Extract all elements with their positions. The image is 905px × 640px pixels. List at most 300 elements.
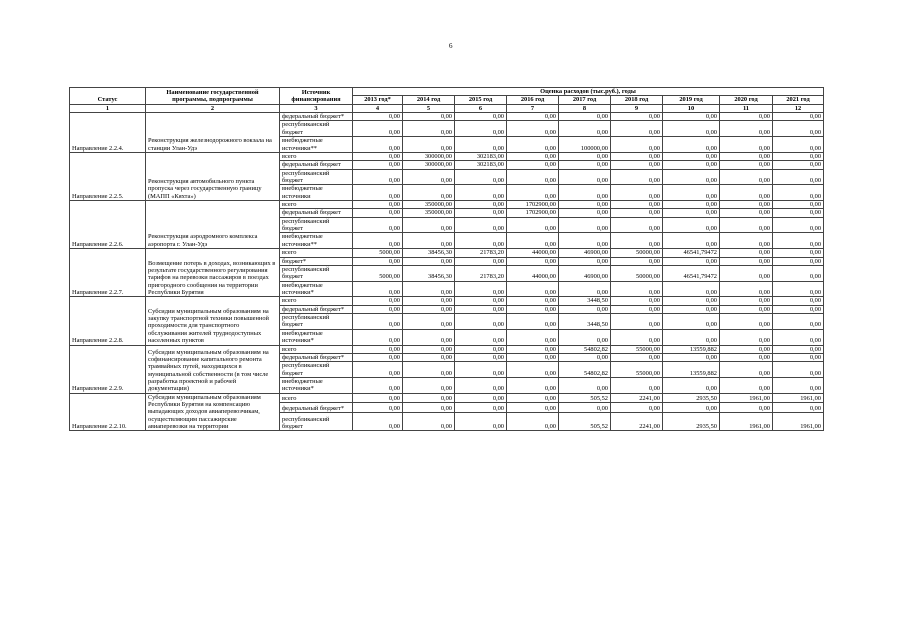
amount-cell: 0,00 (773, 152, 824, 160)
header-year: 2015 год (455, 96, 507, 104)
amount-cell: 0,00 (611, 314, 663, 330)
amount-cell: 0,00 (720, 161, 773, 169)
amount-cell: 50000,00 (611, 249, 663, 257)
amount-cell: 0,00 (353, 233, 403, 249)
amount-cell: 0,00 (455, 362, 507, 378)
row-status: Направление 2.2.4. (70, 113, 146, 153)
amount-cell: 0,00 (403, 297, 455, 305)
amount-cell: 0,00 (507, 217, 559, 233)
amount-cell: 0,00 (353, 413, 403, 431)
funding-source: внебюджетные источники* (280, 329, 353, 345)
amount-cell: 0,00 (403, 169, 455, 185)
header-year: 2014 год (403, 96, 455, 104)
amount-cell: 0,00 (663, 403, 720, 413)
amount-cell: 0,00 (611, 353, 663, 361)
amount-cell: 0,00 (611, 377, 663, 393)
amount-cell: 1961,00 (773, 413, 824, 431)
table-row (70, 345, 824, 353)
amount-cell: 0,00 (507, 169, 559, 185)
funding-source: всего (280, 345, 353, 353)
row-program-name: Субсидии муниципальным образованиям Республики Бурятия на компенсацию выпадающих доходов авиаперевозчикам, осуществляющим пассажирские авиаперевозки на территории (146, 393, 280, 431)
amount-cell: 350000,00 (403, 201, 455, 209)
funding-source: внебюджетные источники** (280, 137, 353, 153)
amount-cell: 0,00 (353, 113, 403, 121)
amount-cell: 0,00 (720, 113, 773, 121)
amount-cell: 0,00 (403, 362, 455, 378)
amount-cell: 0,00 (455, 329, 507, 345)
amount-cell: 0,00 (353, 137, 403, 153)
budget-table (69, 87, 824, 431)
amount-cell: 0,00 (720, 121, 773, 137)
amount-cell: 38456,30 (403, 265, 455, 281)
amount-cell: 0,00 (663, 329, 720, 345)
amount-cell: 0,00 (559, 329, 611, 345)
amount-cell: 0,00 (611, 281, 663, 297)
row-program-name: Реконструкция автомобильного пункта пропуска через государственную границу (МАПП «Кяхта») (146, 152, 280, 200)
amount-cell: 0,00 (773, 362, 824, 378)
amount-cell: 0,00 (720, 152, 773, 160)
amount-cell: 0,00 (773, 161, 824, 169)
amount-cell: 0,00 (353, 353, 403, 361)
amount-cell: 300000,00 (403, 161, 455, 169)
amount-cell: 0,00 (773, 233, 824, 249)
funding-source: республиканский бюджет (280, 362, 353, 378)
funding-source: внебюджетные источники (280, 185, 353, 201)
funding-source: внебюджетные источники* (280, 377, 353, 393)
amount-cell: 0,00 (720, 249, 773, 257)
funding-source: всего (280, 393, 353, 403)
amount-cell: 0,00 (720, 169, 773, 185)
amount-cell: 0,00 (559, 169, 611, 185)
amount-cell: 0,00 (353, 121, 403, 137)
amount-cell: 0,00 (611, 297, 663, 305)
amount-cell: 0,00 (507, 121, 559, 137)
amount-cell: 0,00 (720, 329, 773, 345)
amount-cell: 0,00 (773, 217, 824, 233)
amount-cell: 0,00 (507, 377, 559, 393)
amount-cell: 0,00 (353, 329, 403, 345)
amount-cell: 0,00 (611, 121, 663, 137)
amount-cell: 0,00 (455, 137, 507, 153)
amount-cell: 0,00 (455, 169, 507, 185)
amount-cell: 0,00 (507, 362, 559, 378)
amount-cell: 0,00 (773, 297, 824, 305)
amount-cell: 3448,50 (559, 314, 611, 330)
funding-source: федеральный бюджет* (280, 403, 353, 413)
amount-cell: 0,00 (507, 113, 559, 121)
amount-cell: 0,00 (720, 353, 773, 361)
amount-cell: 0,00 (611, 403, 663, 413)
amount-cell: 1702900,00 (507, 201, 559, 209)
amount-cell: 0,00 (663, 161, 720, 169)
amount-cell: 0,00 (663, 201, 720, 209)
amount-cell: 0,00 (611, 113, 663, 121)
table-row (70, 393, 824, 403)
amount-cell: 0,00 (403, 233, 455, 249)
amount-cell: 5000,00 (353, 265, 403, 281)
amount-cell: 0,00 (507, 403, 559, 413)
amount-cell: 1961,00 (720, 413, 773, 431)
amount-cell: 0,00 (507, 281, 559, 297)
amount-cell: 0,00 (403, 393, 455, 403)
amount-cell: 0,00 (720, 257, 773, 265)
amount-cell: 0,00 (611, 185, 663, 201)
amount-cell: 0,00 (773, 185, 824, 201)
amount-cell: 0,00 (353, 403, 403, 413)
amount-cell: 0,00 (773, 257, 824, 265)
amount-cell: 0,00 (455, 297, 507, 305)
amount-cell: 0,00 (559, 403, 611, 413)
header-year: 2020 год (720, 96, 773, 104)
amount-cell: 0,00 (720, 209, 773, 217)
funding-source: внебюджетные источники** (280, 233, 353, 249)
amount-cell: 1702900,00 (507, 209, 559, 217)
amount-cell: 0,00 (663, 169, 720, 185)
amount-cell: 0,00 (663, 137, 720, 153)
amount-cell: 0,00 (353, 152, 403, 160)
amount-cell: 0,00 (507, 305, 559, 313)
header-name: Наименование государственной программы, подпрограммы (146, 88, 280, 105)
amount-cell: 0,00 (353, 161, 403, 169)
amount-cell: 0,00 (611, 201, 663, 209)
column-number: 1 (70, 104, 146, 112)
amount-cell: 13559,882 (663, 362, 720, 378)
amount-cell: 0,00 (403, 217, 455, 233)
amount-cell: 0,00 (507, 152, 559, 160)
amount-cell: 0,00 (353, 377, 403, 393)
amount-cell: 0,00 (455, 393, 507, 403)
amount-cell: 0,00 (663, 121, 720, 137)
funding-source: федеральный бюджет (280, 209, 353, 217)
amount-cell: 0,00 (663, 377, 720, 393)
table-row (70, 249, 824, 257)
amount-cell: 0,00 (773, 249, 824, 257)
amount-cell: 0,00 (403, 305, 455, 313)
amount-cell: 0,00 (663, 314, 720, 330)
funding-source: республиканский бюджет (280, 413, 353, 431)
amount-cell: 0,00 (720, 217, 773, 233)
amount-cell: 0,00 (773, 314, 824, 330)
amount-cell: 0,00 (455, 113, 507, 121)
amount-cell: 0,00 (559, 377, 611, 393)
amount-cell: 0,00 (507, 413, 559, 431)
table-row (70, 113, 824, 121)
amount-cell: 0,00 (559, 121, 611, 137)
amount-cell: 0,00 (353, 362, 403, 378)
amount-cell: 0,00 (773, 345, 824, 353)
amount-cell: 0,00 (559, 185, 611, 201)
amount-cell: 0,00 (403, 257, 455, 265)
header-estimate: Оценка расходов (тыс.руб.), годы (353, 88, 824, 96)
header-year: 2013 год* (353, 96, 403, 104)
amount-cell: 0,00 (773, 209, 824, 217)
funding-source: федеральный бюджет (280, 161, 353, 169)
header-year: 2018 год (611, 96, 663, 104)
amount-cell: 50000,00 (611, 265, 663, 281)
column-number-row (70, 104, 824, 112)
amount-cell: 0,00 (507, 314, 559, 330)
column-number: 9 (611, 104, 663, 112)
amount-cell: 0,00 (663, 152, 720, 160)
amount-cell: 0,00 (720, 403, 773, 413)
amount-cell: 0,00 (507, 137, 559, 153)
amount-cell: 505,52 (559, 413, 611, 431)
amount-cell: 0,00 (611, 161, 663, 169)
amount-cell: 0,00 (455, 377, 507, 393)
amount-cell: 0,00 (720, 362, 773, 378)
amount-cell: 0,00 (559, 113, 611, 121)
header-year: 2017 год (559, 96, 611, 104)
amount-cell: 46900,00 (559, 265, 611, 281)
table-body (70, 113, 824, 431)
funding-source: бюджет* (280, 257, 353, 265)
amount-cell: 5000,00 (353, 249, 403, 257)
amount-cell: 0,00 (611, 217, 663, 233)
amount-cell: 0,00 (720, 265, 773, 281)
amount-cell: 0,00 (455, 345, 507, 353)
amount-cell: 0,00 (455, 314, 507, 330)
amount-cell: 0,00 (773, 121, 824, 137)
amount-cell: 0,00 (611, 233, 663, 249)
amount-cell: 0,00 (403, 314, 455, 330)
amount-cell: 0,00 (353, 209, 403, 217)
amount-cell: 0,00 (403, 353, 455, 361)
row-program-name: Реконструкция аэродромного комплекса аэропорта г. Улан-Удэ (146, 201, 280, 249)
amount-cell: 0,00 (455, 281, 507, 297)
amount-cell: 0,00 (455, 121, 507, 137)
amount-cell: 302183,00 (455, 161, 507, 169)
amount-cell: 21783,20 (455, 265, 507, 281)
amount-cell: 302183,00 (455, 152, 507, 160)
amount-cell: 0,00 (353, 345, 403, 353)
header-year: 2016 год (507, 96, 559, 104)
header-year: 2021 год (773, 96, 824, 104)
table-row (70, 297, 824, 305)
amount-cell: 54802,82 (559, 345, 611, 353)
column-number: 11 (720, 104, 773, 112)
funding-source: республиканский бюджет (280, 265, 353, 281)
amount-cell: 0,00 (559, 257, 611, 265)
amount-cell: 0,00 (403, 345, 455, 353)
amount-cell: 0,00 (663, 353, 720, 361)
amount-cell: 0,00 (403, 137, 455, 153)
amount-cell: 0,00 (559, 353, 611, 361)
funding-source: республиканский бюджет (280, 314, 353, 330)
row-status: Направление 2.2.9. (70, 345, 146, 393)
column-number: 12 (773, 104, 824, 112)
amount-cell: 350000,00 (403, 209, 455, 217)
amount-cell: 0,00 (353, 185, 403, 201)
amount-cell: 13559,882 (663, 345, 720, 353)
amount-cell: 0,00 (720, 297, 773, 305)
amount-cell: 0,00 (455, 403, 507, 413)
amount-cell: 0,00 (455, 209, 507, 217)
row-program-name: Субсидии муниципальным образованиям на закупку транспортной техники повышенной проходимости для транспортного обслуживания жителей труднодоступных населенных пунктов (146, 297, 280, 345)
amount-cell: 0,00 (455, 257, 507, 265)
amount-cell: 0,00 (720, 377, 773, 393)
column-number: 3 (280, 104, 353, 112)
amount-cell: 46900,00 (559, 249, 611, 257)
column-number: 2 (146, 104, 280, 112)
amount-cell: 54802,82 (559, 362, 611, 378)
amount-cell: 0,00 (507, 297, 559, 305)
amount-cell: 0,00 (353, 281, 403, 297)
amount-cell: 44000,00 (507, 249, 559, 257)
amount-cell: 0,00 (720, 137, 773, 153)
header-source: Источник финансирования (280, 88, 353, 105)
column-number: 10 (663, 104, 720, 112)
amount-cell: 0,00 (559, 152, 611, 160)
amount-cell: 0,00 (720, 201, 773, 209)
amount-cell: 0,00 (720, 185, 773, 201)
amount-cell: 0,00 (663, 233, 720, 249)
amount-cell: 100000,00 (559, 137, 611, 153)
amount-cell: 0,00 (720, 345, 773, 353)
column-number: 5 (403, 104, 455, 112)
row-program-name: Реконструкция железнодорожного вокзала на станции Улан-Удэ (146, 113, 280, 153)
amount-cell: 0,00 (663, 209, 720, 217)
funding-source: республиканский бюджет (280, 217, 353, 233)
row-status: Направление 2.2.10. (70, 393, 146, 431)
amount-cell: 0,00 (611, 169, 663, 185)
amount-cell: 0,00 (455, 217, 507, 233)
amount-cell: 0,00 (773, 265, 824, 281)
amount-cell: 0,00 (403, 281, 455, 297)
funding-source: республиканский бюджет (280, 121, 353, 137)
funding-source: всего (280, 201, 353, 209)
amount-cell: 0,00 (507, 353, 559, 361)
amount-cell: 0,00 (663, 257, 720, 265)
amount-cell: 0,00 (507, 185, 559, 201)
amount-cell: 0,00 (507, 393, 559, 403)
funding-source: всего (280, 297, 353, 305)
amount-cell: 0,00 (353, 314, 403, 330)
column-number: 8 (559, 104, 611, 112)
amount-cell: 2935,50 (663, 413, 720, 431)
column-number: 7 (507, 104, 559, 112)
amount-cell: 0,00 (559, 161, 611, 169)
row-status: Направление 2.2.7. (70, 249, 146, 297)
amount-cell: 0,00 (773, 281, 824, 297)
amount-cell: 0,00 (773, 403, 824, 413)
amount-cell: 0,00 (353, 297, 403, 305)
row-status: Направление 2.2.6. (70, 201, 146, 249)
amount-cell: 0,00 (507, 257, 559, 265)
amount-cell: 0,00 (455, 305, 507, 313)
amount-cell: 0,00 (720, 305, 773, 313)
amount-cell: 0,00 (611, 137, 663, 153)
header-status: Статус (70, 88, 146, 105)
column-number: 4 (353, 104, 403, 112)
row-status: Направление 2.2.8. (70, 297, 146, 345)
funding-source: внебюджетные источники* (280, 281, 353, 297)
amount-cell: 0,00 (663, 305, 720, 313)
amount-cell: 0,00 (403, 113, 455, 121)
amount-cell: 0,00 (559, 281, 611, 297)
amount-cell: 0,00 (663, 113, 720, 121)
funding-source: всего (280, 249, 353, 257)
amount-cell: 0,00 (455, 201, 507, 209)
amount-cell: 0,00 (611, 152, 663, 160)
amount-cell: 0,00 (773, 353, 824, 361)
amount-cell: 0,00 (353, 169, 403, 185)
amount-cell: 46541,79472 (663, 249, 720, 257)
amount-cell: 0,00 (663, 297, 720, 305)
amount-cell: 0,00 (773, 169, 824, 185)
amount-cell: 0,00 (611, 257, 663, 265)
amount-cell: 0,00 (403, 121, 455, 137)
amount-cell: 0,00 (455, 185, 507, 201)
amount-cell: 0,00 (507, 345, 559, 353)
amount-cell: 505,52 (559, 393, 611, 403)
amount-cell: 0,00 (403, 329, 455, 345)
amount-cell: 0,00 (353, 305, 403, 313)
amount-cell: 0,00 (507, 233, 559, 249)
amount-cell: 0,00 (611, 209, 663, 217)
amount-cell: 0,00 (663, 281, 720, 297)
amount-cell: 0,00 (559, 209, 611, 217)
amount-cell: 0,00 (455, 233, 507, 249)
amount-cell: 0,00 (403, 377, 455, 393)
amount-cell: 0,00 (720, 233, 773, 249)
amount-cell: 0,00 (507, 161, 559, 169)
amount-cell: 1961,00 (720, 393, 773, 403)
amount-cell: 0,00 (773, 377, 824, 393)
amount-cell: 0,00 (455, 413, 507, 431)
table-row (70, 152, 824, 160)
amount-cell: 0,00 (720, 314, 773, 330)
amount-cell: 300000,00 (403, 152, 455, 160)
header-year: 2019 год (663, 96, 720, 104)
amount-cell: 0,00 (559, 201, 611, 209)
amount-cell: 55000,00 (611, 345, 663, 353)
amount-cell: 0,00 (559, 305, 611, 313)
amount-cell: 0,00 (403, 413, 455, 431)
amount-cell: 0,00 (403, 185, 455, 201)
amount-cell: 0,00 (611, 329, 663, 345)
amount-cell: 44000,00 (507, 265, 559, 281)
amount-cell: 21783,20 (455, 249, 507, 257)
amount-cell: 0,00 (773, 305, 824, 313)
row-program-name: Возмещение потерь в доходах, возникающих в результате государственного регулирования тарифов на перевозки пассажиров в поездах пригородного сообщения на территории Республики Бурятия (146, 249, 280, 297)
amount-cell: 0,00 (720, 281, 773, 297)
funding-source: федеральный бюджет* (280, 113, 353, 121)
page-number: 6 (449, 42, 453, 50)
amount-cell: 2241,00 (611, 413, 663, 431)
amount-cell: 0,00 (773, 137, 824, 153)
amount-cell: 0,00 (353, 201, 403, 209)
amount-cell: 0,00 (773, 201, 824, 209)
funding-source: федеральный бюджет* (280, 305, 353, 313)
row-program-name: Субсидии муниципальным образованиям на софинансирование капитального ремонта трамвайных путей, находящихся в муниципальной собственности (в том числе разработка проектной и рабочей документации) (146, 345, 280, 393)
amount-cell: 0,00 (663, 217, 720, 233)
funding-source: всего (280, 152, 353, 160)
amount-cell: 0,00 (507, 329, 559, 345)
table-row (70, 201, 824, 209)
amount-cell: 0,00 (611, 305, 663, 313)
amount-cell: 0,00 (773, 329, 824, 345)
amount-cell: 0,00 (353, 257, 403, 265)
amount-cell: 0,00 (353, 393, 403, 403)
column-number: 6 (455, 104, 507, 112)
amount-cell: 3448,50 (559, 297, 611, 305)
amount-cell: 0,00 (559, 233, 611, 249)
funding-source: федеральный бюджет* (280, 353, 353, 361)
amount-cell: 0,00 (353, 217, 403, 233)
funding-source: республиканский бюджет (280, 169, 353, 185)
amount-cell: 0,00 (455, 353, 507, 361)
amount-cell: 46541,79472 (663, 265, 720, 281)
